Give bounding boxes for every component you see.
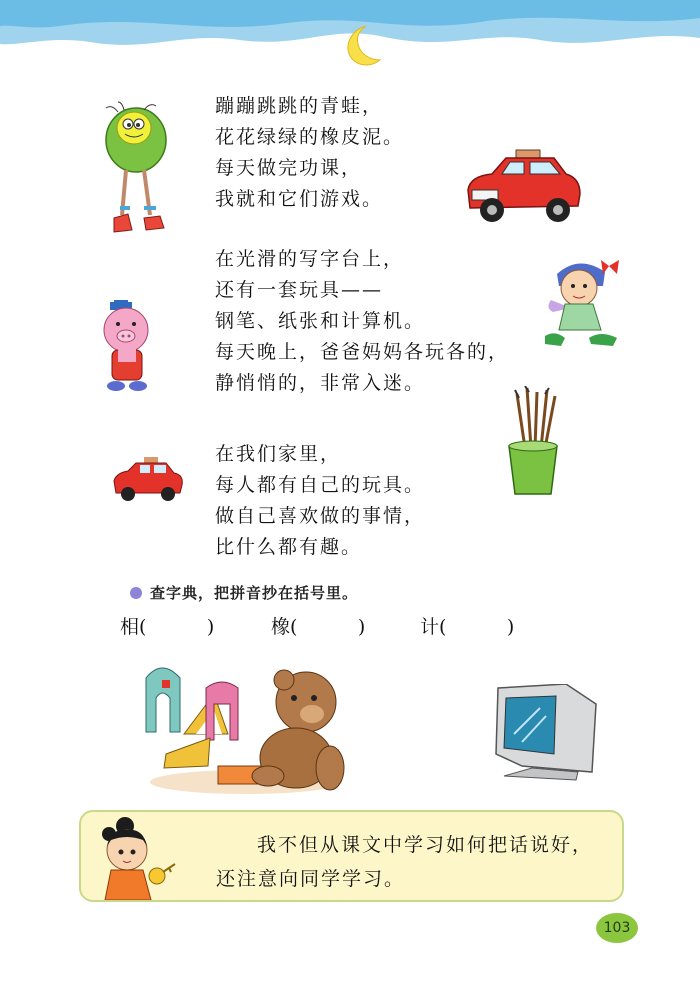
- poem-line: 在光滑的写字台上，: [215, 248, 405, 270]
- pinyin-char: 橡: [271, 616, 291, 638]
- poem-stanza-3: [215, 439, 425, 563]
- poem-line: 每人都有自己的玩具。: [215, 474, 426, 496]
- pinyin-blank: ( ): [290, 616, 366, 638]
- poem-stanza-2: [215, 244, 509, 399]
- poem-line: 蹦蹦跳跳的青蛙，: [215, 95, 384, 117]
- page-number-badge: 103: [596, 913, 638, 943]
- pinyin-item-1: [120, 612, 214, 639]
- tip-line-1: 我不但从课文中学习如何把话说好，: [257, 834, 594, 856]
- pinyin-blank: ( ): [139, 616, 215, 638]
- instruction-text: 查字典，把拼音抄在括号里。: [150, 584, 359, 602]
- poem-line: 比什么都有趣。: [215, 536, 363, 558]
- poem-stanza-1: [215, 91, 404, 215]
- pinyin-char: 相: [120, 616, 140, 638]
- pinyin-blank: ( ): [439, 616, 515, 638]
- pencil-cup-illustration: [503, 386, 563, 498]
- tip-line-2: 还注意向同学学习。: [216, 868, 406, 890]
- poem-line: 每天做完功课，: [215, 157, 363, 179]
- exercise-instruction: [130, 582, 358, 603]
- poem-line: 还有一套玩具——: [215, 279, 384, 301]
- doll-toy-illustration: [543, 256, 623, 348]
- pinyin-item-2: [271, 612, 365, 639]
- pinyin-char: 计: [420, 616, 440, 638]
- poem-line: 在我们家里，: [215, 443, 342, 465]
- small-toy-car-illustration: [110, 455, 186, 503]
- poem-line: 钢笔、纸张和计算机。: [215, 310, 426, 332]
- blocks-and-teddy-bear-illustration: [136, 658, 346, 796]
- toy-car-illustration: [462, 146, 584, 226]
- moon-icon: [336, 24, 384, 68]
- tip-speech-box: [79, 810, 624, 902]
- pig-toy-illustration: [96, 300, 160, 392]
- girl-with-key-illustration: [97, 814, 177, 900]
- poem-line: 做自己喜欢做的事情，: [215, 505, 426, 527]
- poem-line: 每天晚上，爸爸妈妈各玩各的，: [215, 341, 510, 363]
- frog-toy-illustration: [98, 100, 173, 245]
- bullet-dot-icon: [130, 587, 142, 599]
- poem-line: 静悄悄的，非常入迷。: [215, 372, 426, 394]
- poem-line: 我就和它们游戏。: [215, 188, 384, 210]
- computer-monitor-illustration: [492, 684, 598, 784]
- pinyin-item-3: [420, 612, 514, 639]
- poem-line: 花花绿绿的橡皮泥。: [215, 126, 405, 148]
